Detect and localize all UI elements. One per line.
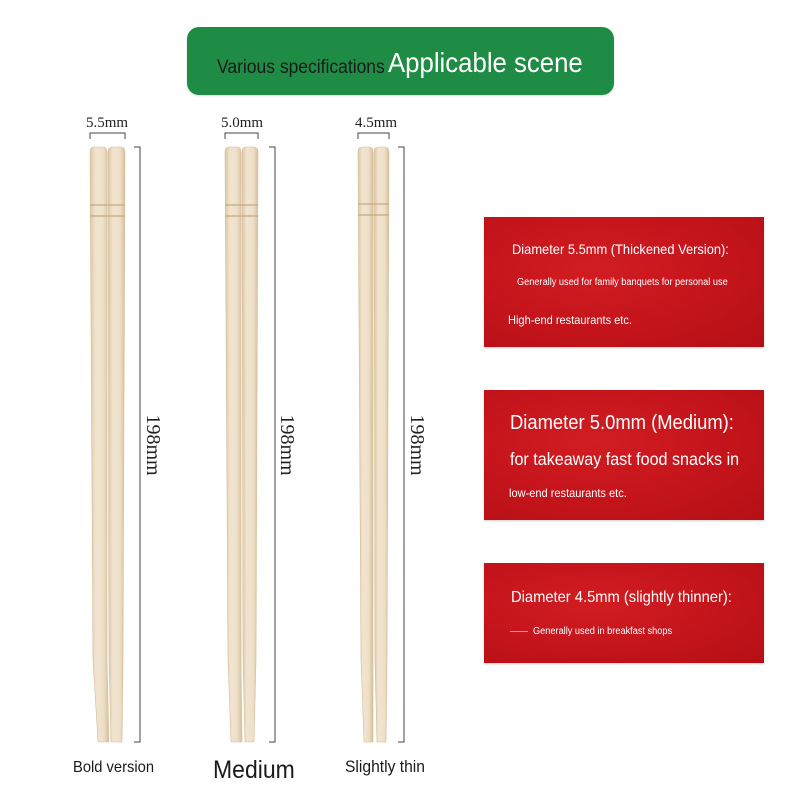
panel-title: Diameter 5.0mm (Medium): (510, 412, 734, 434)
length-dimension-line (134, 147, 140, 742)
chopstick-right (108, 147, 125, 742)
panel-line: Generally used in breakfast shops (533, 626, 673, 637)
width-bracket (225, 133, 258, 139)
description-panel-medium (484, 390, 764, 520)
length-dimension-line (398, 147, 404, 742)
chopstick-pair-medium (225, 133, 275, 742)
length-label: 198mm (276, 414, 298, 476)
panel-line: High-end restaurants etc. (508, 313, 632, 327)
chopstick-right (242, 147, 258, 742)
version-name-bold: Bold version (73, 759, 155, 776)
chopstick-pair-thin (358, 133, 404, 742)
width-bracket (90, 133, 125, 139)
banner-subtitle: Various specifications (217, 57, 385, 78)
chopstick-left (358, 147, 373, 742)
chopstick-left (90, 147, 109, 742)
version-name-thin: Slightly thin (345, 757, 425, 776)
description-panel-thickened (484, 217, 764, 347)
panel-line: low-end restaurants etc. (509, 486, 627, 500)
panel-line: Generally used for family banquets for personal use (517, 277, 728, 288)
diameter-label: 5.5mm (85, 115, 129, 131)
length-label: 198mm (142, 414, 164, 476)
diameter-label: 5.0mm (220, 115, 264, 131)
diameter-label: 4.5mm (354, 115, 398, 131)
chopstick-left (225, 147, 242, 742)
dash-mark (510, 631, 528, 632)
banner-title: Applicable scene (388, 47, 583, 78)
panel-title: Diameter 5.5mm (Thickened Version): (512, 241, 729, 257)
chopstick-pair-bold (90, 133, 140, 742)
length-dimension-line (269, 147, 275, 742)
chopstick-right (374, 147, 389, 742)
panel-line: for takeaway fast food snacks in (510, 449, 740, 469)
panel-title: Diameter 4.5mm (slightly thinner): (511, 589, 732, 606)
width-bracket (358, 133, 389, 139)
version-name-medium: Medium (213, 756, 295, 784)
description-panel-thin (484, 563, 764, 663)
length-label: 198mm (406, 414, 428, 476)
